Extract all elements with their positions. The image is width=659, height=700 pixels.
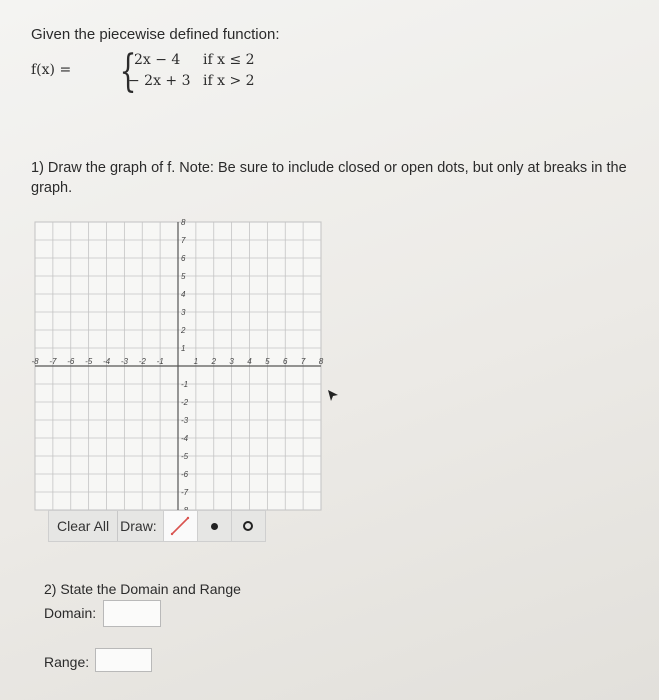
x-tick-label: 7 [300, 357, 306, 366]
function-lhs: f(x) = [31, 62, 72, 78]
x-tick-label: -7 [49, 357, 57, 366]
y-tick-label: 2 [181, 326, 186, 335]
draw-toolbar [48, 510, 266, 542]
brace-symbol: { [119, 46, 137, 97]
x-tick-label: -3 [120, 357, 128, 366]
task1-instructions: 1) Draw the graph of f. Note: Be sure to include closed or open dots, but only at breaks in the graph. [31, 160, 627, 196]
y-tick-label: -4 [181, 434, 189, 443]
range-label: Range: [44, 654, 90, 670]
y-tick-label: -2 [181, 398, 189, 407]
piece1-expression: 2x − 4 [134, 52, 181, 68]
y-tick-label: 3 [181, 308, 186, 317]
clear-all-button[interactable]: Clear All [57, 518, 110, 534]
closed-dot-tool-button[interactable] [197, 511, 231, 541]
x-tick-label: 1 [193, 357, 199, 366]
y-tick-label: 7 [181, 236, 186, 245]
line-tool-button[interactable] [163, 511, 197, 541]
y-tick-label: -5 [181, 452, 189, 461]
y-tick-label: -6 [181, 470, 189, 479]
task2-title: 2) State the Domain and Range [44, 581, 241, 597]
x-tick-label: -8 [31, 357, 39, 366]
piece2-expression: − 2x + 3 [128, 73, 191, 89]
open-dot-tool-button[interactable] [231, 511, 265, 541]
y-tick-label: 8 [181, 218, 186, 227]
y-tick-label: 5 [181, 272, 186, 281]
x-tick-label: -6 [67, 357, 75, 366]
open-dot-icon [243, 521, 253, 531]
piece1-condition: if x ≤ 2 [203, 52, 255, 68]
x-tick-label: 6 [283, 357, 288, 366]
graph-canvas[interactable] [31, 218, 324, 510]
range-input[interactable] [95, 648, 152, 672]
y-tick-label: 4 [181, 290, 186, 299]
piecewise-function [31, 46, 291, 97]
draw-label: Draw: [120, 518, 157, 534]
x-tick-label: 4 [247, 357, 252, 366]
x-tick-label: 5 [265, 357, 270, 366]
y-tick-label: -7 [181, 488, 189, 497]
x-tick-label: 3 [229, 357, 234, 366]
x-tick-label: 8 [318, 357, 324, 366]
y-tick-label: -1 [181, 380, 189, 389]
mouse-pointer-icon [327, 389, 339, 403]
domain-label: Domain: [44, 605, 97, 621]
x-tick-label: -5 [85, 357, 93, 366]
graph-area[interactable] [31, 218, 324, 515]
domain-input[interactable] [103, 600, 161, 627]
x-tick-label: -1 [156, 357, 164, 366]
piece2-condition: if x > 2 [203, 73, 255, 89]
y-tick-label: 1 [181, 344, 186, 353]
line-tool-icon [169, 515, 191, 537]
x-tick-label: 2 [211, 357, 216, 366]
x-tick-label: -2 [138, 357, 146, 366]
y-tick-label: -3 [181, 416, 189, 425]
closed-dot-icon [211, 523, 218, 530]
y-tick-label: 6 [181, 254, 186, 263]
question-prompt: Given the piecewise defined function: [31, 26, 280, 43]
x-tick-label: -4 [102, 357, 111, 366]
